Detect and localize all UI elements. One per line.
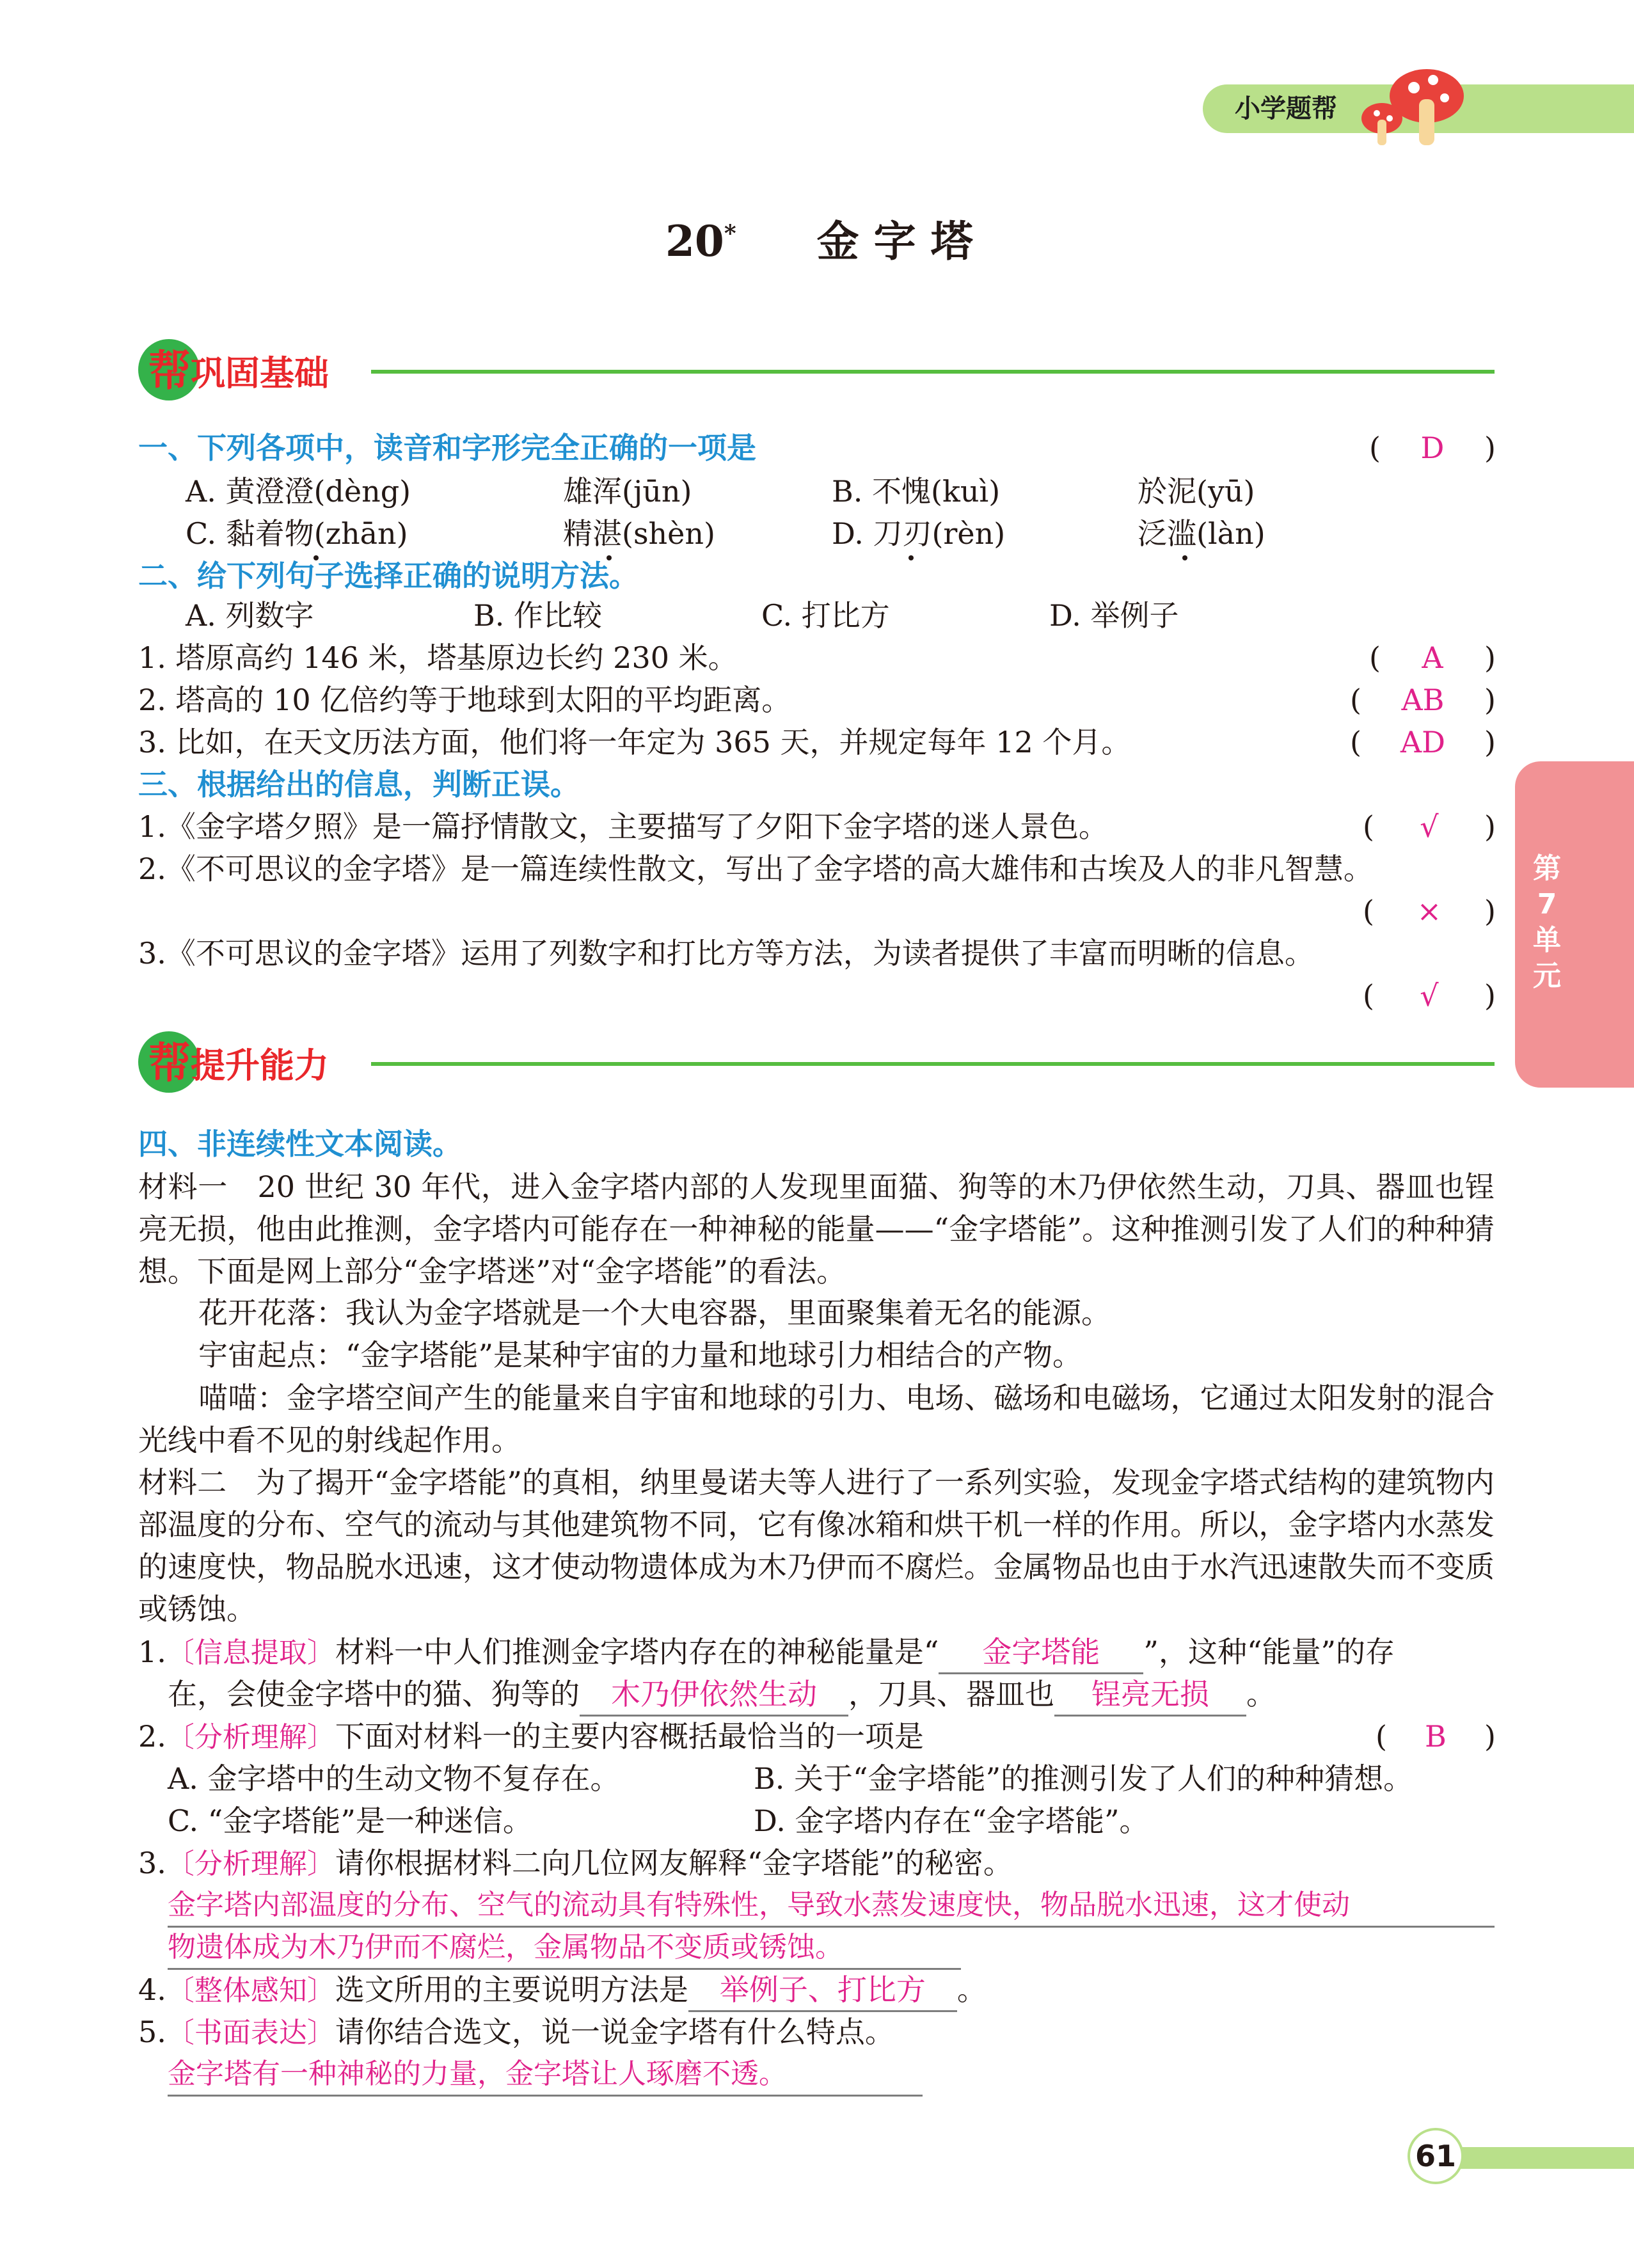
sub1-text-a: 材料一中人们推测金字塔内存在的神秘能量是“ (335, 1635, 939, 1669)
q3-item-1-bracket: ( √ ) (1363, 806, 1496, 847)
sub4-end: 。 (956, 1972, 987, 2007)
q3-item-1-answer: √ (1420, 809, 1439, 844)
q3-item-2: 2.《不可思议的金字塔》是一篇连续性散文，写出了金字塔的高大雄伟和古埃及人的非凡智慧。 (138, 852, 1373, 886)
sub1-text-c: 在，会使金字塔中的猫、狗等的 (168, 1677, 580, 1711)
section-basics-rest: 巩固基础 (191, 353, 329, 393)
lesson-star: * (724, 220, 736, 247)
sub4-blank: 举例子、打比方 (688, 1969, 957, 2012)
sub2-line (138, 1716, 924, 1758)
sub3-answer-line-1: 金字塔内部温度的分布、空气的流动具有特殊性，导致水蒸发速度快，物品脱水迅速，这才使动 (168, 1885, 1495, 1928)
sub5-text: 请你结合选文，说一说金字塔有什么特点。 (335, 2015, 894, 2049)
q3-item-3-answer: √ (1420, 978, 1439, 1013)
sub1-blank-3: 锃亮无损 (1054, 1674, 1246, 1717)
q1-option-d1: D. 刀刃(rèn) (832, 516, 1006, 551)
sub2-answer-bracket: ( B ) (1376, 1716, 1496, 1757)
q1-answer-bracket: ( D ) (1369, 427, 1496, 468)
q2-option-c: C. 打比方 (761, 598, 890, 633)
section-basics-title (148, 340, 329, 404)
q1-heading: 一、下列各项中，读音和字形完全正确的一项是 (138, 431, 756, 465)
sub1-line1 (138, 1631, 1395, 1674)
section-basics-line (371, 370, 1495, 374)
section-improve-title (148, 1033, 329, 1097)
sub5-tag: 〔书面表达〕 (166, 2017, 335, 2049)
q2-item-3-answer: AD (1400, 725, 1445, 759)
page-number: 61 (1408, 2128, 1464, 2184)
sub5-line (138, 2011, 894, 2054)
sub2-option-a: A. 金字塔中的生动文物不复存在。 (168, 1761, 620, 1796)
sub1-line2 (168, 1674, 1276, 1717)
sub1-text-e: 。 (1246, 1677, 1276, 1711)
q1-option-d2: 泛滥(làn) (1138, 516, 1265, 551)
sub2-number: 2. (138, 1719, 166, 1754)
material2-paragraph: 材料二 为了揭开“金字塔能”的真相，纳里曼诺夫等人进行了一系列实验，发现金字塔式结构的建筑物内部温度的分布、空气的流动与其他建筑物不同，它有像冰箱和烘干机一样的作用。所以，金字塔内水蒸发的速度快，物品脱水迅速，这才使动物遗体成为木乃伊而不腐烂。金属物品也由于水汽迅速散失而不变质或锈蚀。 (138, 1465, 1495, 1626)
q1-answer: D (1420, 431, 1445, 465)
lesson-number: 20 (665, 216, 724, 266)
q2-item-1: 1. 塔原高约 146 米，塔基原边长约 230 米。 (138, 640, 738, 675)
sub1-text-d: ，刀具、器皿也 (848, 1677, 1054, 1711)
sub4-number: 4. (138, 1972, 166, 2007)
q3-item-1: 1.《金字塔夕照》是一篇抒情散文，主要描写了夕阳下金字塔的迷人景色。 (138, 809, 1108, 844)
brand-label: 小学题帮 (1235, 94, 1337, 123)
section-improve-first-char: 帮 (148, 1038, 191, 1088)
q1-option-a2: 雄浑(jūn) (563, 474, 692, 509)
q2-option-b: B. 作比较 (473, 598, 603, 633)
q3-item-2-bracket: ( × ) (1363, 891, 1496, 932)
q2-item-2: 2. 塔高的 10 亿倍约等于地球到太阳的平均距离。 (138, 683, 791, 717)
sub4-text: 选文所用的主要说明方法是 (335, 1972, 688, 2007)
emphasis-dot (908, 555, 914, 560)
q3-heading: 三、根据给出的信息，判断正误。 (138, 767, 580, 802)
sub4-tag: 〔整体感知〕 (166, 1974, 335, 2007)
sub5-answer: 金字塔有一种神秘的力量，金字塔让人琢磨不透。 (168, 2054, 923, 2097)
sub3-number: 3. (138, 1846, 166, 1880)
sub2-text: 下面对材料一的主要内容概括最恰当的一项是 (335, 1719, 924, 1754)
q2-item-1-answer: A (1422, 640, 1443, 675)
material1-opinion-3: 喵喵：金字塔空间产生的能量来自宇宙和地球的引力、电场、磁场和电磁场，它通过太阳发射的混合光线中看不见的射线起作用。 (138, 1381, 1495, 1457)
sub4-line (138, 1969, 987, 2012)
material1-paragraph: 材料一 20 世纪 30 年代，进入金字塔内部的人发现里面猫、狗等的木乃伊依然生动，刀具、器皿也锃亮无损，他由此推测，金字塔内可能存在一种神秘的能量——“金字塔能”。这种推测引发了人们的种种猜想。下面是网上部分“金字塔迷”对“金字塔能”的看法。 (138, 1170, 1495, 1289)
sub3-line (138, 1843, 1013, 1885)
sub3-text: 请你根据材料二向几位网友解释“金字塔能”的秘密。 (335, 1846, 1013, 1880)
q1-option-b2: 於泥(yū) (1138, 474, 1255, 509)
section-improve-line (371, 1062, 1495, 1066)
q2-item-2-bracket: ( AB ) (1350, 679, 1496, 720)
q4-heading: 四、非连续性文本阅读。 (138, 1127, 462, 1161)
page-title (665, 205, 973, 270)
sub1-text-b: ”，这种“能量”的存 (1143, 1635, 1395, 1669)
mushroom-icon (1356, 61, 1484, 157)
sub3-tag: 〔分析理解〕 (166, 1848, 335, 1880)
q1-option-c1: C. 黏着物(zhān) (186, 516, 408, 551)
sub1-tag: 〔信息提取〕 (166, 1637, 335, 1669)
sub1-number: 1. (138, 1635, 166, 1669)
page-number-bar (1452, 2147, 1634, 2169)
sub1-blank-2: 木乃伊依然生动 (580, 1674, 848, 1717)
sub2-answer: B (1425, 1719, 1447, 1754)
q2-item-3-bracket: ( AD ) (1350, 722, 1496, 763)
q3-item-2-answer: × (1416, 894, 1442, 928)
unit-side-tab-label: 第7单元 (1533, 852, 1561, 992)
material1-opinion-1: 花开花落：我认为金字塔就是一个大电容器，里面聚集着无名的能源。 (198, 1296, 1111, 1330)
sub3-answer-line-2: 物遗体成为木乃伊而不腐烂，金属物品不变质或锈蚀。 (168, 1927, 961, 1970)
sub5-number: 5. (138, 2015, 166, 2049)
q2-item-3: 3. 比如，在天文历法方面，他们将一年定为 365 天，并规定每年 12 个月。 (138, 725, 1131, 759)
sub1-blank-1: 金字塔能 (939, 1631, 1143, 1674)
q3-item-3: 3.《不可思议的金字塔》运用了列数字和打比方等方法，为读者提供了丰富而明晰的信息。 (138, 936, 1314, 971)
q1-option-c2: 精湛(shèn) (563, 516, 715, 551)
q2-option-d: D. 举例子 (1049, 598, 1179, 633)
sub2-tag: 〔分析理解〕 (166, 1721, 335, 1754)
q1-option-a1: A. 黄澄澄(dèng) (186, 474, 411, 509)
sub2-option-d: D. 金字塔内存在“金字塔能”。 (754, 1804, 1149, 1838)
q1-option-b1: B. 不愧(kuì) (832, 474, 1001, 509)
q2-item-2-answer: AB (1401, 683, 1445, 717)
lesson-title: 金 字 塔 (816, 216, 973, 266)
q2-option-a: A. 列数字 (186, 598, 314, 633)
section-basics-first-char: 帮 (148, 346, 191, 395)
q3-item-3-bracket: ( √ ) (1363, 975, 1496, 1016)
sub2-option-b: B. 关于“金字塔能”的推测引发了人们的种种猜想。 (754, 1761, 1413, 1796)
section-improve-rest: 提升能力 (191, 1045, 329, 1086)
emphasis-dot (1182, 555, 1187, 560)
material1-opinion-2: 宇宙起点：“金字塔能”是某种宇宙的力量和地球引力相结合的产物。 (198, 1338, 1083, 1372)
sub2-option-c: C. “金字塔能”是一种迷信。 (168, 1804, 532, 1838)
q2-item-1-bracket: ( A ) (1369, 637, 1496, 678)
q2-heading: 二、给下列句子选择正确的说明方法。 (138, 559, 639, 593)
